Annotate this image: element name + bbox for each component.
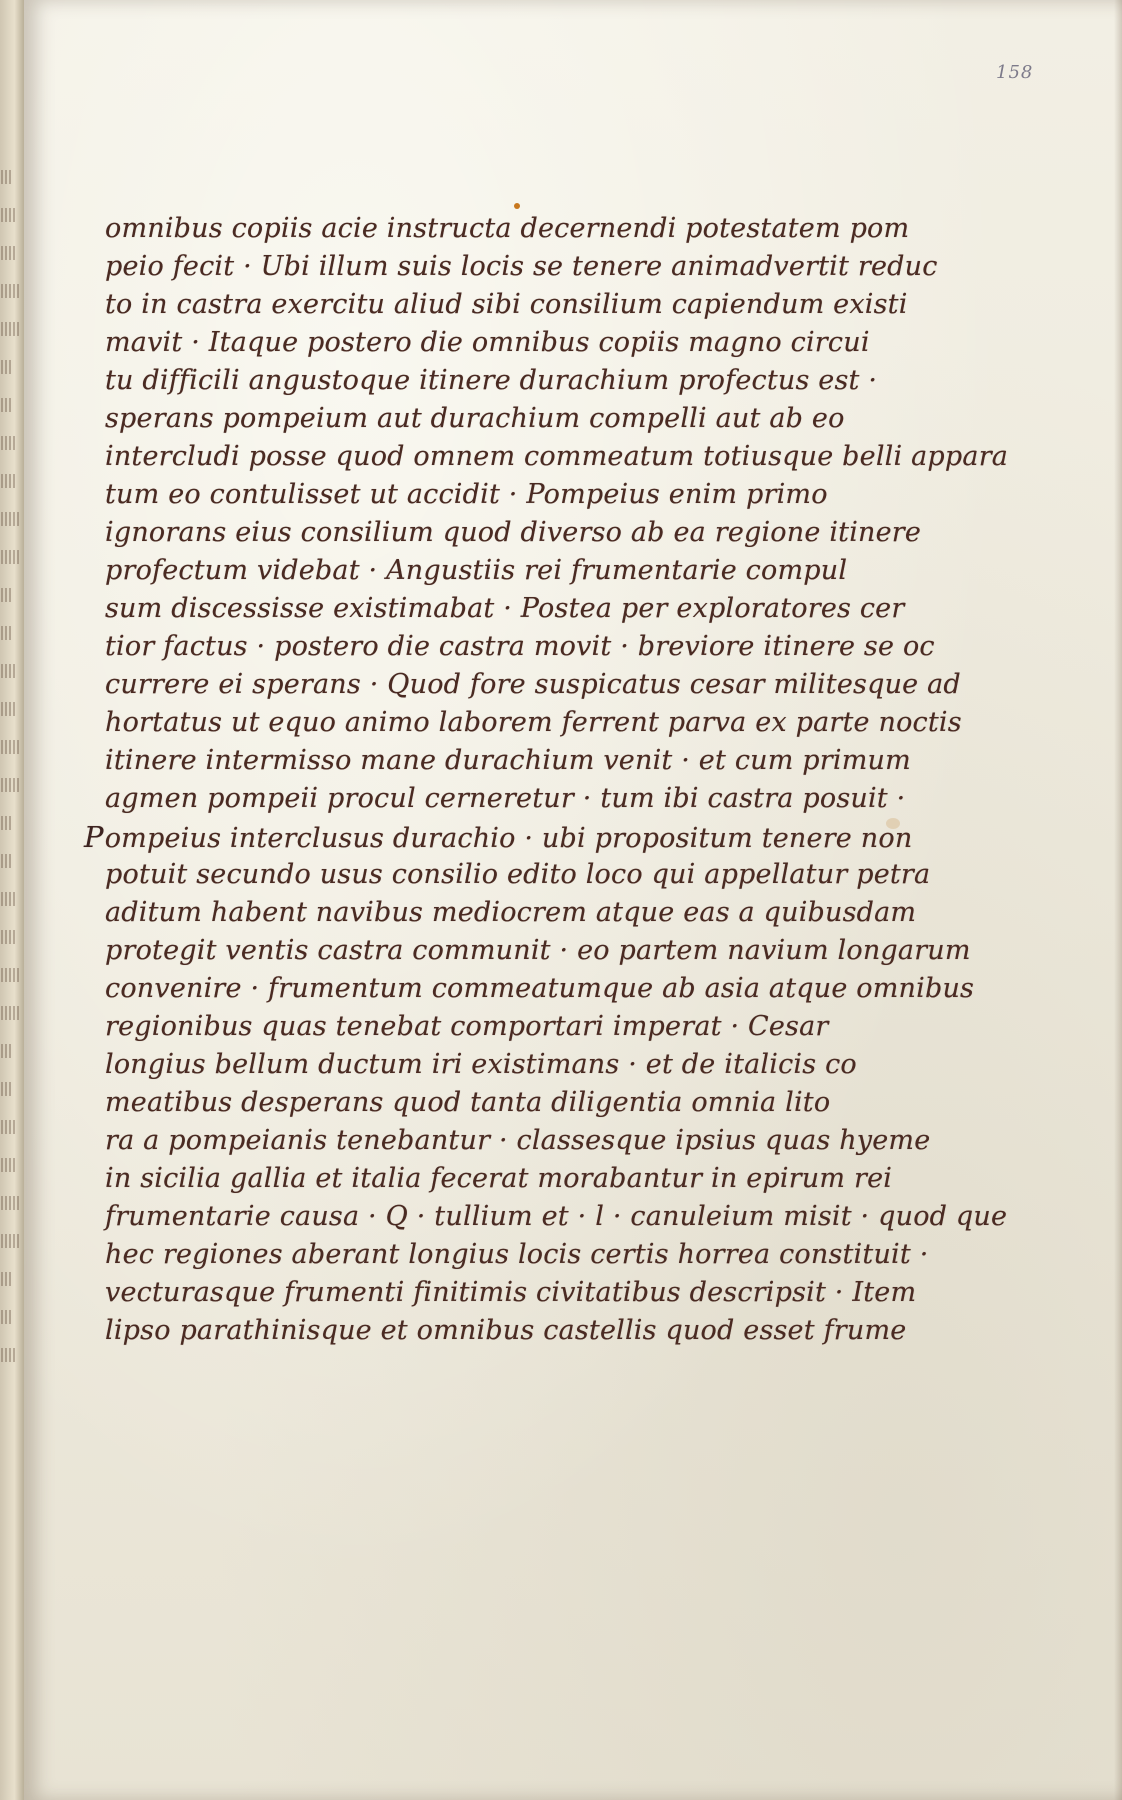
leaf-ink-bleed	[1, 1234, 21, 1248]
manuscript-line	[84, 590, 905, 628]
manuscript-line	[84, 1198, 1008, 1236]
line-text: tu difficili angustoque itinere durachium profectus est ·	[105, 365, 878, 396]
line-text: agmen pompeii procul cerneretur · tum ibi castra posuit ·	[105, 783, 906, 814]
manuscript-line	[84, 856, 931, 894]
line-text: hortatus ut equo animo laborem ferrent parva ex parte noctis	[105, 707, 962, 738]
line-text: profectum videbat · Angustiis rei frumentarie compul	[105, 555, 848, 586]
leaf-ink-bleed	[1, 512, 19, 526]
line-text: peio fecit · Ubi illum suis locis se tenere animadvertit reduc	[105, 251, 938, 282]
leaf-ink-bleed	[1, 1310, 13, 1324]
line-text: intercludi posse quod omnem commeatum totiusque belli appara	[105, 441, 1009, 472]
line-text: protegit ventis castra communit · eo partem navium longarum	[105, 935, 971, 966]
line-text: ompeius interclusus durachio · ubi propositum tenere non	[104, 823, 913, 854]
leaf-ink-bleed	[1, 550, 21, 564]
leaf-ink-bleed	[1, 284, 19, 298]
manuscript-line	[84, 932, 971, 970]
leaf-ink-bleed	[1, 170, 13, 184]
folio-page	[24, 0, 1122, 1800]
manuscript-line	[84, 514, 922, 552]
line-text: currere ei sperans · Quod fore suspicatus cesar militesque ad	[105, 669, 961, 700]
line-text: regionibus quas tenebat comportari imperat · Cesar	[105, 1011, 829, 1042]
manuscript-text-block	[84, 210, 1009, 1350]
line-text: frumentarie causa · Q · tullium et · l · canuleium misit · quod que	[105, 1201, 1008, 1232]
leaf-ink-bleed	[1, 398, 13, 412]
manuscript-line	[84, 1312, 907, 1350]
line-text: tior factus · postero die castra movit · breviore itinere se oc	[105, 631, 935, 662]
initial-letter: P	[84, 820, 104, 854]
line-text: convenire · frumentum commeatumque ab asia atque omnibus	[105, 973, 975, 1004]
leaf-ink-bleed	[1, 1044, 11, 1058]
line-text: longius bellum ductum iri existimans · et de italicis co	[105, 1049, 857, 1080]
line-text: tum eo contulisset ut accidit · Pompeius enim primo	[105, 479, 828, 510]
line-text: in sicilia gallia et italia fecerat morabantur in epirum rei	[105, 1163, 893, 1194]
leaf-ink-bleed	[1, 1120, 15, 1134]
manuscript-line	[84, 438, 1009, 476]
manuscript-line	[84, 742, 911, 780]
leaf-ink-bleed	[1, 626, 13, 640]
leaf-ink-bleed	[1, 968, 19, 982]
ink-dot	[514, 203, 520, 209]
manuscript-line	[84, 1008, 844, 1046]
page-edge-shadow	[1114, 0, 1122, 1800]
leaf-ink-bleed	[1, 588, 11, 602]
manuscript-line	[84, 818, 913, 856]
manuscript-line	[84, 362, 878, 400]
manuscript-line	[84, 704, 962, 742]
leaf-ink-bleed	[1, 208, 15, 222]
manuscript-line	[84, 248, 938, 286]
manuscript-line	[84, 970, 975, 1008]
line-text: vecturasque frumenti finitimis civitatibus descripsit · Item	[105, 1277, 917, 1308]
leaf-ink-bleed	[1, 854, 13, 868]
leaf-ink-bleed	[1, 1158, 17, 1172]
line-text: lipso parathinisque et omnibus castellis quod esset frume	[105, 1315, 907, 1346]
manuscript-line	[84, 1084, 844, 1122]
line-text: to in castra exercitu aliud sibi consilium capiendum existi	[105, 289, 908, 320]
line-text: itinere intermisso mane durachium venit · et cum primum	[105, 745, 911, 776]
manuscript-line	[84, 1236, 929, 1274]
leaf-ink-bleed	[1, 930, 17, 944]
line-text: sum discessisse existimabat · Postea per exploratores cer	[105, 593, 905, 624]
leaf-ink-bleed	[1, 740, 19, 754]
manuscript-line	[84, 1274, 917, 1312]
manuscript-line	[84, 1160, 893, 1198]
line-text: potuit secundo usus consilio edito loco qui appellatur petra	[105, 859, 931, 890]
leaf-ink-bleed	[1, 246, 17, 260]
manuscript-line	[84, 894, 917, 932]
leaf-ink-bleed	[1, 778, 21, 792]
folio-number: 158	[996, 62, 1034, 83]
leaf-ink-bleed	[1, 892, 15, 906]
manuscript-line	[84, 1046, 857, 1084]
leaf-ink-bleed	[1, 474, 17, 488]
leaf-ink-bleed	[1, 1196, 19, 1210]
manuscript-line	[84, 210, 910, 248]
manuscript-line	[84, 628, 935, 666]
leaf-ink-bleed	[1, 1082, 13, 1096]
line-text: sperans pompeium aut durachium compelli aut ab eo	[105, 403, 845, 434]
line-text: hec regiones aberant longius locis certis horrea constituit ·	[105, 1239, 929, 1270]
line-text: mavit · Itaque postero die omnibus copiis magno circui	[105, 327, 870, 358]
manuscript-line	[84, 1122, 931, 1160]
manuscript-line	[84, 780, 906, 818]
leaf-ink-bleed	[1, 702, 17, 716]
leaf-ink-bleed	[1, 1272, 11, 1286]
leaf-ink-bleed	[1, 816, 11, 830]
line-text: ra a pompeianis tenebantur · classesque ipsius quas hyeme	[105, 1125, 931, 1156]
leaf-ink-bleed	[1, 1348, 15, 1362]
manuscript-line	[84, 324, 870, 362]
leaf-ink-bleed	[1, 322, 21, 336]
manuscript-line	[84, 552, 848, 590]
manuscript-line	[84, 476, 844, 514]
line-text: ignorans eius consilium quod diverso ab ea regione itinere	[105, 517, 922, 548]
line-text: meatibus desperans quod tanta diligentia omnia lito	[105, 1087, 831, 1118]
leaf-ink-bleed	[1, 436, 15, 450]
previous-leaf-edge	[0, 0, 24, 1800]
leaf-ink-bleed	[1, 1006, 21, 1020]
manuscript-line	[84, 666, 961, 704]
manuscript-line	[84, 400, 844, 438]
line-text: aditum habent navibus mediocrem atque eas a quibusdam	[105, 897, 917, 928]
line-text: omnibus copiis acie instructa decernendi potestatem pom	[105, 213, 910, 244]
manuscript-line	[84, 286, 908, 324]
leaf-ink-bleed	[1, 664, 15, 678]
leaf-ink-bleed	[1, 360, 11, 374]
